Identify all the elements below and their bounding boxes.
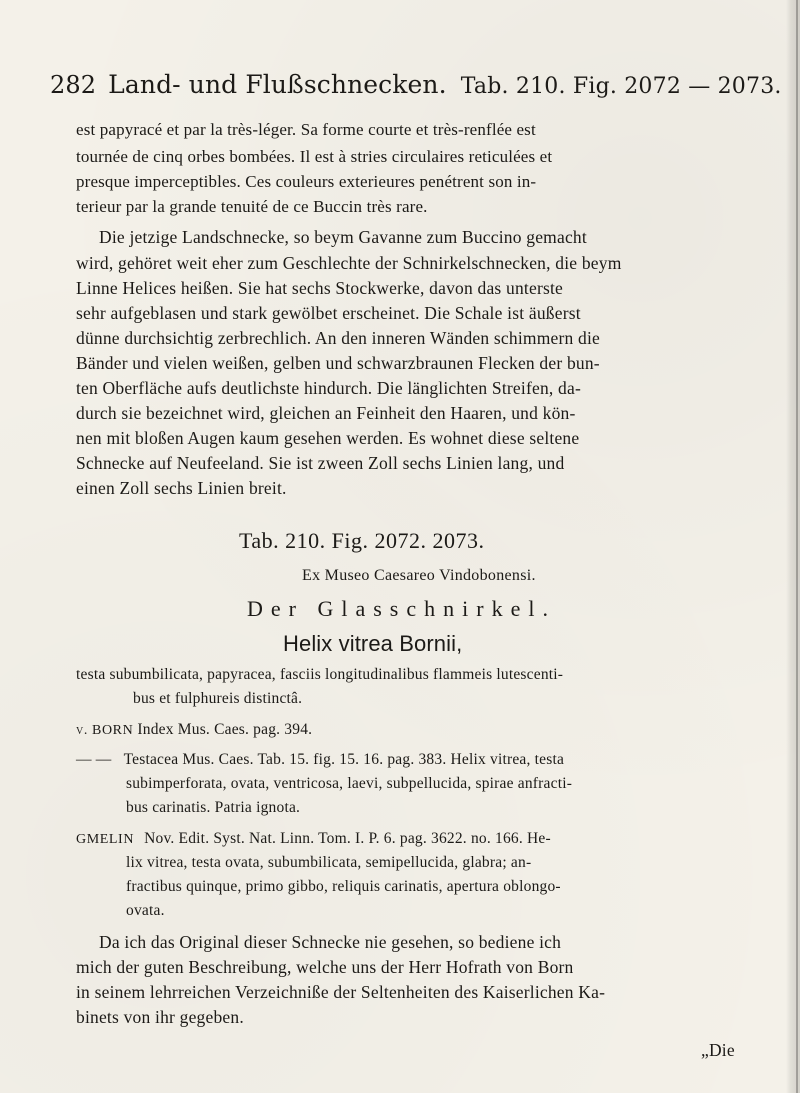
german-line: durch sie bezeichnet wird, gleichen an Feinheit den Haaren, und kön- [76,403,576,423]
german-line: einen Zoll sechs Linien breit. [76,478,287,498]
german-line: dünne durchsichtig zerbrechlich. An den inneren Wänden schimmern die [76,328,601,348]
german-line: in seinem lehrreichen Verzeichniße der Seltenheiten des Kaiserlichen Ka- [76,982,606,1002]
reference-text: Nov. Edit. Syst. Nat. Linn. Tom. I. P. 6. pag. 3622. no. 166. He- [144,830,551,847]
reference-author: GMELIN [76,832,135,847]
reference-born-2 [76,752,564,768]
page-edge [786,0,800,1093]
reference-author: v. BORN [76,723,134,738]
german-line: ten Oberfläche aufs deutlichste hindurch. Die länglichten Streifen, da- [76,378,581,398]
tab-reference: Tab. 210. Fig. 2072 — 2073. [460,74,782,99]
species-latin-name: Helix vitrea Bornii, [283,631,463,656]
page-number: 282 [50,71,97,99]
running-header [50,72,782,98]
page-text [50,0,782,1093]
french-line: est papyracé et par la très-léger. Sa forme courte et très-renflée est [76,120,536,139]
reference-line: fractibus quinque, primo gibbo, reliquis carinatis, apertura oblongo- [126,878,561,895]
french-line: tournée de cinq orbes bombées. Il est à stries circulaires reticulées et [76,147,553,166]
species-description-line: bus et fulphureis distinctâ. [133,690,303,707]
figure-caption: Tab. 210. Fig. 2072. 2073. [239,528,485,553]
museum-line: Ex Museo Caesareo Vindobonensi. [302,567,536,584]
german-line: wird, gehöret weit eher zum Geschlechte der Schnirkelschnecken, die beym [76,253,622,273]
reference-line: subimperforata, ovata, ventricosa, laevi, subpellucida, spirae anfracti- [126,775,573,792]
german-line: Linne Helices heißen. Sie hat sechs Stockwerke, davon das unterste [76,278,564,298]
german-line: Bänder und vielen weißen, gelben und schwarzbraunen Flecken der bun- [76,353,600,373]
german-line: Die jetzige Landschnecke, so beym Gavanne zum Buccino gemacht [99,227,587,247]
german-line: Da ich das Original dieser Schnecke nie gesehen, so bediene ich [99,932,562,952]
running-title: Land- und Flußschnecken. [108,70,447,99]
reference-line: ovata. [126,902,165,919]
reference-born-1 [76,722,312,738]
german-line: Schnecke auf Neufeeland. Sie ist zween Zoll sechs Linien lang, und [76,453,565,473]
reference-gmelin [76,831,551,847]
catchword: „Die [701,1040,735,1060]
species-german-name: Der Glasschnirkel. [247,596,556,621]
german-line: binets von ihr gegeben. [76,1007,244,1027]
species-description-line: testa subumbilicata, papyracea, fasciis longitudinalibus flammeis lutescenti- [76,666,564,683]
reference-author: — — [76,751,112,768]
reference-text: Index Mus. Caes. pag. 394. [137,721,313,738]
german-line: sehr aufgeblasen und stark gewölbet erscheinet. Die Schale ist äußerst [76,303,581,323]
reference-text: Testacea Mus. Caes. Tab. 15. fig. 15. 16. pag. 383. Helix vitrea, testa [123,751,565,768]
german-line: nen mit bloßen Augen kaum gesehen werden. Es wohnet diese seltene [76,428,580,448]
french-line: terieur par la grande tenuité de ce Buccin très rare. [76,197,428,216]
reference-line: bus carinatis. Patria ignota. [126,799,301,816]
reference-line: lix vitrea, testa ovata, subumbilicata, semipellucida, glabra; an- [126,854,532,871]
french-line: presque imperceptibles. Ces couleurs exterieures penétrent son in- [76,172,537,191]
german-line: mich der guten Beschreibung, welche uns der Herr Hofrath von Born [76,957,574,977]
